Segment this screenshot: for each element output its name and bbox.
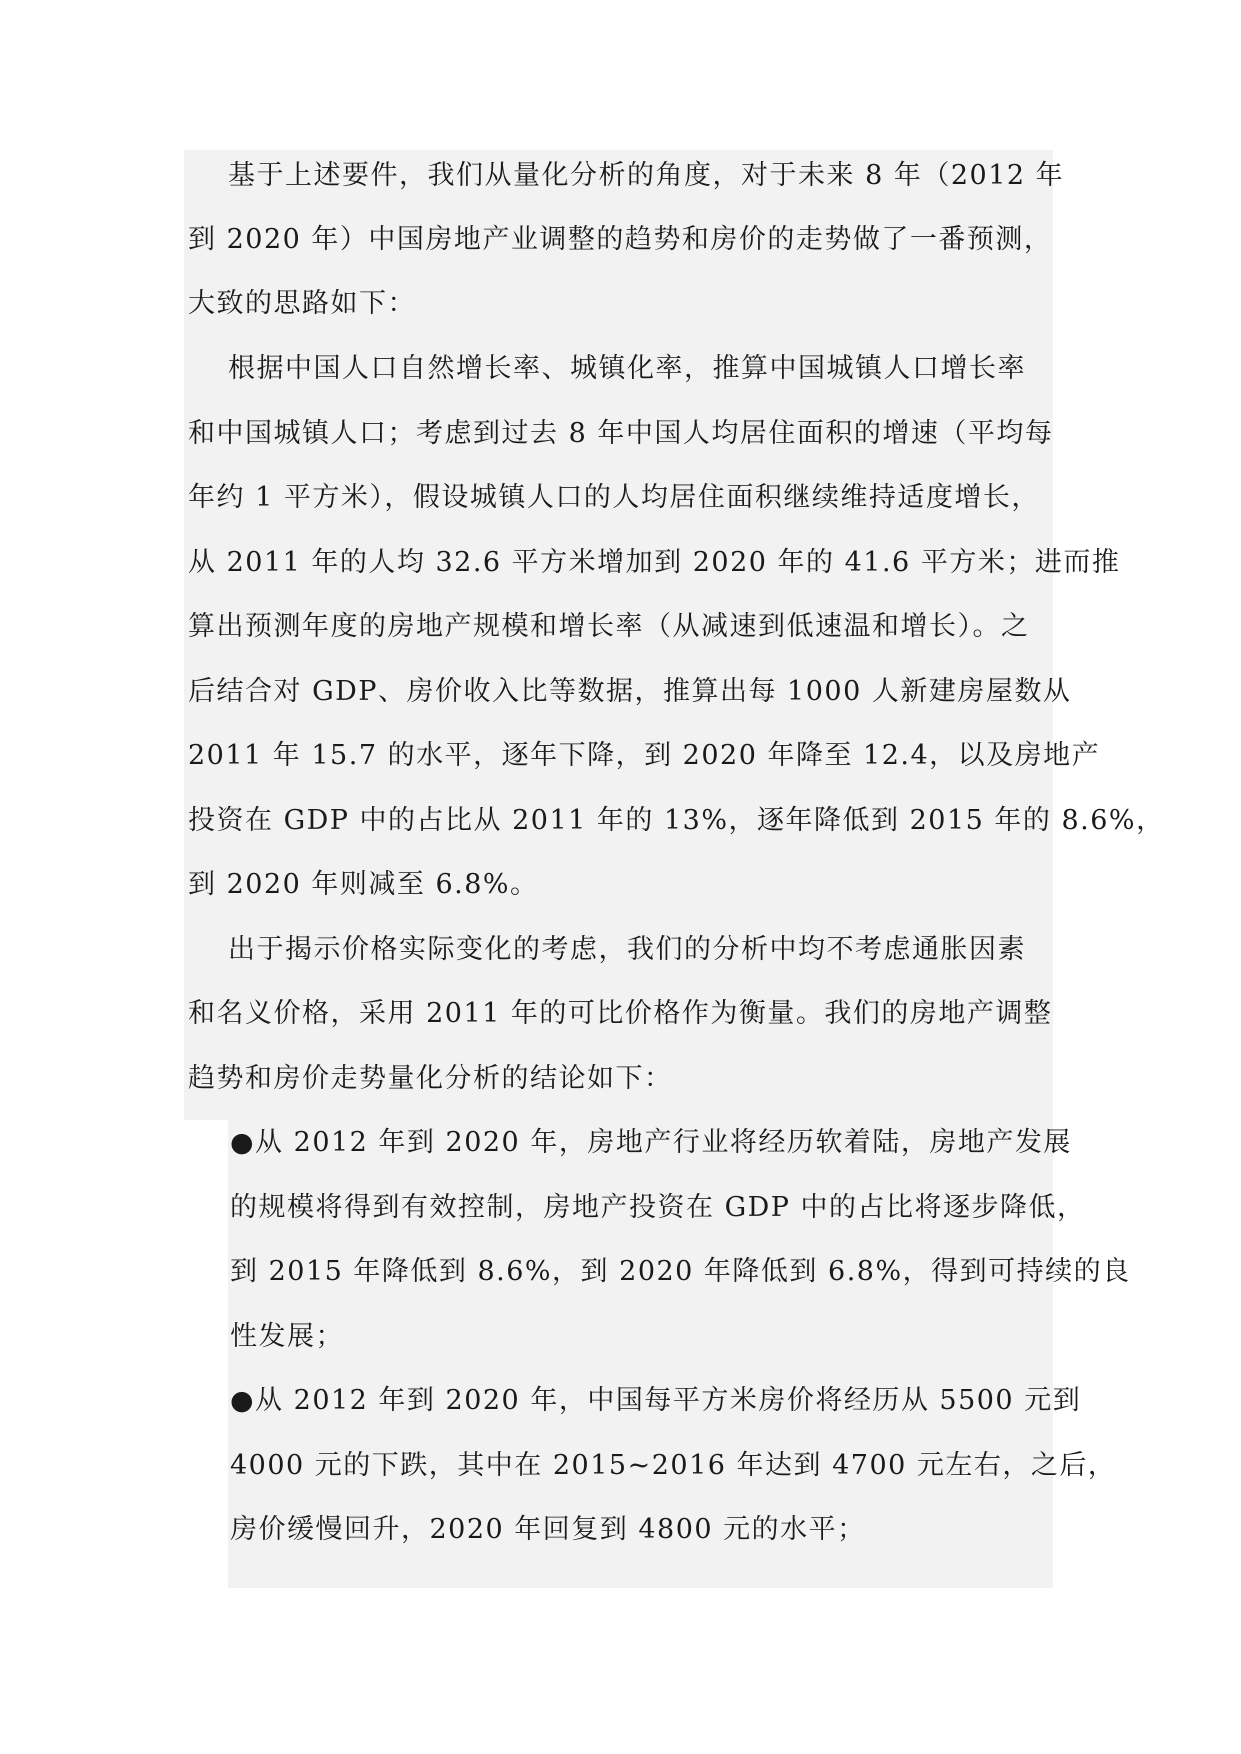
paragraph-2-line-7: 2011 年 15.7 的水平，逐年下降，到 2020 年降至 12.4，以及房地产: [188, 740, 1101, 771]
paragraph-2-line-5: 算出预测年度的房地产规模和增长率（从减速到低速温和增长）。之: [188, 611, 1030, 642]
paragraph-1-line-1: 基于上述要件，我们从量化分析的角度，对于未来 8 年（2012 年: [228, 160, 1065, 191]
paragraph-2-line-3: 年约 1 平方米），假设城镇人口的人均居住面积继续维持适度增长，: [188, 482, 1040, 513]
bullet-1-line-3: 到 2015 年降低到 8.6%，到 2020 年降低到 6.8%，得到可持续的良: [230, 1256, 1131, 1287]
bullet-1-line-1: ●从 2012 年到 2020 年，房地产行业将经历软着陆，房地产发展: [230, 1127, 1072, 1158]
bullet-2-line-1: ●从 2012 年到 2020 年，中国每平方米房价将经历从 5500 元到: [230, 1385, 1082, 1416]
paragraph-2-line-6: 后结合对 GDP、房价收入比等数据，推算出每 1000 人新建房屋数从: [188, 676, 1072, 707]
paragraph-3-line-1: 出于揭示价格实际变化的考虑，我们的分析中均不考虑通胀因素: [228, 934, 1026, 965]
bullet-2-line-2: 4000 元的下跌，其中在 2015~2016 年达到 4700 元左右，之后，: [230, 1450, 1117, 1481]
paragraph-1-line-3: 大致的思路如下：: [188, 288, 416, 319]
paragraph-3-line-3: 趋势和房价走势量化分析的结论如下：: [188, 1063, 673, 1094]
paragraph-2-line-2: 和中国城镇人口；考虑到过去 8 年中国人均居住面积的增速（平均每: [188, 418, 1054, 449]
paragraph-2-line-1: 根据中国人口自然增长率、城镇化率，推算中国城镇人口增长率: [228, 353, 1026, 384]
paragraph-2-line-8: 投资在 GDP 中的占比从 2011 年的 13%，逐年降低到 2015 年的 8.6%，: [188, 805, 1165, 836]
bullet-1-line-4: 性发展；: [230, 1321, 344, 1352]
bullet-1-line-2: 的规模将得到有效控制，房地产投资在 GDP 中的占比将逐步降低，: [230, 1192, 1086, 1223]
paragraph-3-line-2: 和名义价格，采用 2011 年的可比价格作为衡量。我们的房地产调整: [188, 998, 1053, 1029]
bullet-2-line-3: 房价缓慢回升，2020 年回复到 4800 元的水平；: [230, 1514, 866, 1545]
paragraph-2-line-4: 从 2011 年的人均 32.6 平方米增加到 2020 年的 41.6 平方米；进而推: [188, 547, 1121, 578]
paragraph-1-line-2: 到 2020 年）中国房地产业调整的趋势和房价的走势做了一番预测，: [188, 224, 1053, 255]
paragraph-2-line-9: 到 2020 年则减至 6.8%。: [188, 869, 539, 900]
